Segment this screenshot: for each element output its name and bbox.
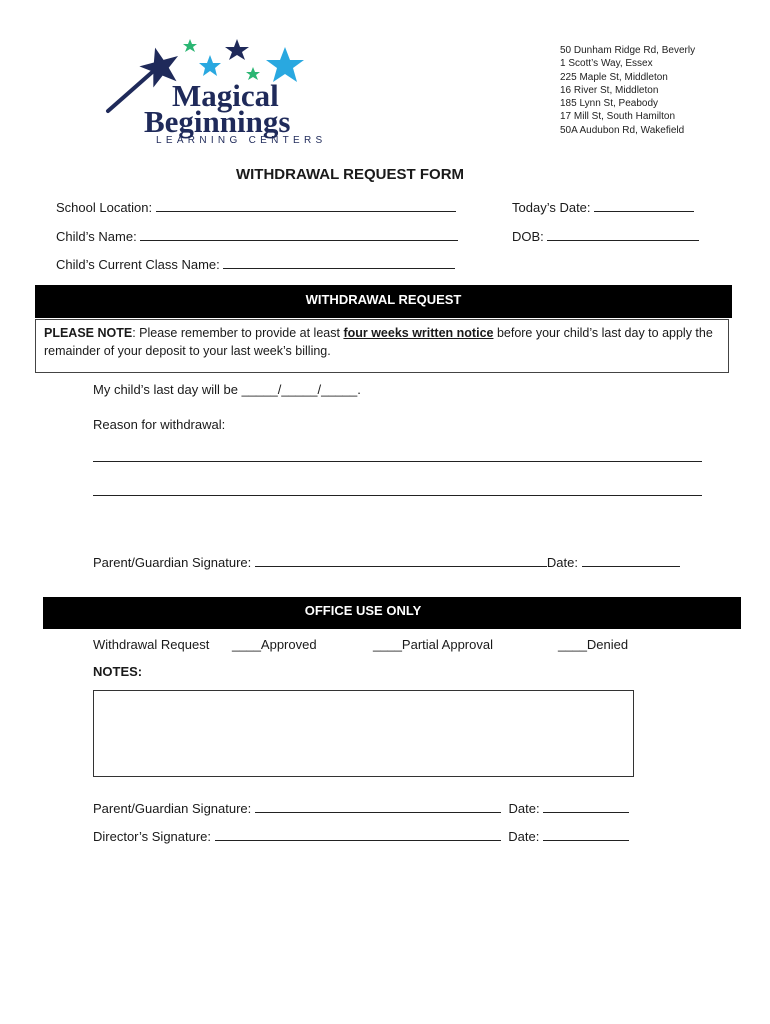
- date-line-3[interactable]: [543, 828, 629, 841]
- todays-date-line[interactable]: [594, 199, 694, 212]
- notice-box: [35, 319, 729, 373]
- notice-text-pre: : Please remember to provide at least: [132, 326, 344, 340]
- partial-approval-option[interactable]: ____Partial Approval: [373, 637, 493, 652]
- parent-signature-line[interactable]: [255, 554, 547, 567]
- dob-field[interactable]: [512, 228, 699, 245]
- todays-date-field[interactable]: [512, 199, 694, 216]
- dob-line[interactable]: [547, 228, 699, 241]
- office-use-header: [43, 597, 741, 629]
- current-class-field[interactable]: [56, 256, 455, 273]
- childs-name-label: Child’s Name:: [56, 229, 137, 244]
- reason-label: Reason for withdrawal:: [93, 417, 226, 432]
- date-label: Date:: [546, 555, 578, 570]
- address-line: 50 Dunham Ridge Rd, Beverly: [560, 45, 696, 56]
- parent-signature-field-2[interactable]: [93, 800, 629, 817]
- form-title: WITHDRAWAL REQUEST FORM: [235, 166, 465, 183]
- parent-signature-field-1[interactable]: [93, 554, 680, 571]
- director-signature-line[interactable]: [215, 828, 501, 841]
- school-location-field[interactable]: [56, 199, 456, 216]
- office-use-title: OFFICE USE ONLY: [304, 603, 422, 618]
- date-line-2[interactable]: [543, 800, 629, 813]
- notes-textarea[interactable]: [93, 690, 634, 777]
- parent-signature-label: Parent/Guardian Signature:: [93, 555, 252, 570]
- parent-signature-line-2[interactable]: [255, 800, 501, 813]
- address-list: [560, 44, 760, 137]
- school-location-line[interactable]: [156, 199, 456, 212]
- director-signature-field[interactable]: [93, 828, 629, 845]
- date-label-3: Date:: [508, 829, 540, 844]
- notice-bold: PLEASE NOTE: [44, 326, 133, 340]
- childs-name-field[interactable]: [56, 228, 458, 245]
- notice-emphasis: four weeks written notice: [343, 326, 494, 340]
- date-line[interactable]: [582, 554, 680, 567]
- parent-signature-label-2: Parent/Guardian Signature:: [93, 801, 252, 816]
- address-line: 225 Maple St, Middleton: [560, 71, 668, 83]
- todays-date-label: Today’s Date:: [512, 200, 591, 215]
- magical-beginnings-logo: [100, 35, 335, 150]
- childs-name-line[interactable]: [140, 228, 458, 241]
- current-class-label: Child’s Current Class Name:: [56, 257, 220, 272]
- address-line: 185 Lynn St, Peabody: [560, 98, 659, 110]
- reason-line-2[interactable]: [93, 495, 702, 496]
- address-line: 16 River St, Middleton: [560, 84, 659, 96]
- withdrawal-request-header: WITHDRAWAL REQUEST: [35, 285, 732, 318]
- logo-line-2: Beginnings: [144, 104, 291, 139]
- notes-label: NOTES:: [93, 664, 143, 679]
- office-withdrawal-request: Withdrawal Request: [93, 637, 210, 652]
- current-class-line[interactable]: [223, 256, 455, 269]
- dob-label: DOB:: [512, 229, 544, 244]
- director-signature-label: Director’s Signature:: [93, 829, 212, 844]
- logo-line-1: Magical: [172, 78, 279, 113]
- date-label-2: Date:: [508, 801, 540, 816]
- address-line: 1 Scott’s Way, Essex: [560, 58, 653, 70]
- last-day-field[interactable]: My child’s last day will be _____/_____/_____.: [93, 382, 361, 397]
- address-line: 50A Audubon Rd, Wakefield: [560, 124, 685, 136]
- address-line: 17 Mill St, South Hamilton: [560, 111, 676, 123]
- school-location-label: School Location:: [56, 200, 153, 215]
- reason-line-1[interactable]: [93, 461, 702, 462]
- denied-option[interactable]: ____Denied: [558, 637, 629, 652]
- logo-subtitle: LEARNING CENTERS: [156, 135, 327, 146]
- notice-text-post: before your child’s last day to apply the remainder of your deposit to your last week’s billing.: [44, 326, 713, 358]
- approved-option[interactable]: ____Approved: [232, 637, 317, 652]
